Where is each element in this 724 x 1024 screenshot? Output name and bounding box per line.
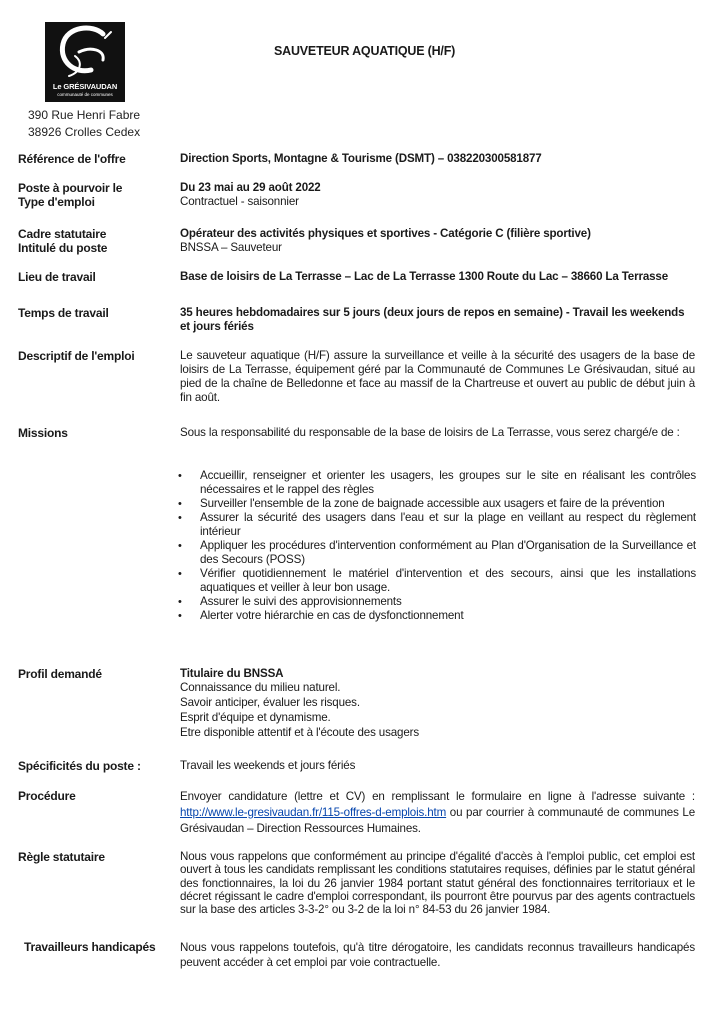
profil-line: Savoir anticiper, évaluer les risques. bbox=[180, 696, 360, 709]
temps-label: Temps de travail bbox=[18, 306, 109, 320]
type-emploi-label: Type d'emploi bbox=[18, 195, 95, 209]
bullet-icon: • bbox=[178, 540, 182, 552]
poste-value: Du 23 mai au 29 août 2022 bbox=[180, 181, 321, 194]
missions-intro: Sous la responsabilité du responsable de la base de loisirs de La Terrasse, vous serez chargé/e de : bbox=[180, 426, 680, 439]
bullet-icon: • bbox=[178, 512, 182, 524]
list-item bbox=[176, 539, 696, 567]
descriptif-value: Le sauveteur aquatique (H/F) assure la surveillance et veille à la sécurité des usagers de la base de loisirs de La Terrasse, équipement géré par la Communauté de Communes Le Grésivaudan, situé au pied de la chaîne de Belledonne et face au massif de la Chartreuse et ouvert au public de début juin à fin août. bbox=[180, 349, 695, 404]
regle-value: Nous vous rappelons que conformément au principe d'égalité d'accès à l'emploi public, cet emploi est ouvert à tous les candidats remplissant les conditions statutaires requises, définies par le statut général des fonctionnaires, la loi du 26 janvier 1984 portant statut général des fonctionnaires territoriaux et le décret régissant le cadre d'emploi correspondant, ils pourront être pourvus par des agents contractuels sur la base des articles 3-3-2° ou 3-2 de la loi n° 84-53 du 26 janvier 1984. bbox=[180, 850, 695, 917]
procedure-label: Procédure bbox=[18, 789, 76, 803]
intitule-value: BNSSA – Sauveteur bbox=[180, 241, 282, 254]
logo-name: Le GRÉSIVAUDAN bbox=[52, 82, 118, 91]
reference-label: Référence de l'offre bbox=[18, 152, 126, 166]
address-city: 38926 Crolles Cedex bbox=[28, 125, 141, 139]
job-offers-link[interactable]: http://www.le-gresivaudan.fr/115-offres-d-emplois.htm bbox=[180, 806, 447, 819]
type-emploi-value: Contractuel - saisonnier bbox=[180, 195, 299, 208]
list-item bbox=[176, 609, 696, 623]
logo-subtitle: communauté de communes bbox=[57, 92, 113, 97]
regle-label: Règle statutaire bbox=[18, 850, 105, 864]
mission-text: Assurer la sécurité des usagers dans l'eau et sur la plage en veillant au respect du règlement intérieur bbox=[200, 511, 696, 538]
list-item bbox=[176, 469, 696, 497]
specificites-value: Travail les weekends et jours fériés bbox=[180, 759, 356, 772]
handicap-label: Travailleurs handicapés bbox=[24, 940, 156, 954]
profil-heading: Titulaire du BNSSA bbox=[180, 667, 284, 680]
mission-text: Assurer le suivi des approvisionnements bbox=[200, 595, 402, 608]
cadre-value: Opérateur des activités physiques et sportives - Catégorie C (filière sportive) bbox=[180, 227, 591, 240]
list-item bbox=[176, 497, 696, 511]
bullet-icon: • bbox=[178, 568, 182, 580]
lieu-value: Base de loisirs de La Terrasse – Lac de La Terrasse 1300 Route du Lac – 38660 La Terrasse bbox=[180, 270, 669, 283]
list-item bbox=[176, 567, 696, 595]
logo bbox=[45, 22, 125, 102]
lieu-label: Lieu de travail bbox=[18, 270, 96, 284]
intitule-label: Intitulé du poste bbox=[18, 241, 108, 255]
reference-value: Direction Sports, Montagne & Tourisme (DSMT) – 038220300581877 bbox=[180, 152, 542, 165]
address bbox=[28, 107, 140, 141]
procedure-text: Envoyer candidature (lettre et CV) en remplissant le formulaire en ligne à l'adresse suivante : bbox=[180, 790, 695, 803]
list-item bbox=[176, 511, 696, 539]
logo-mark-icon bbox=[45, 22, 125, 84]
handicap-value: Nous vous rappelons toutefois, qu'à titre dérogatoire, les candidats reconnus travailleurs handicapés peuvent accéder à cet emploi par voie contractuelle. bbox=[180, 941, 695, 969]
missions-label: Missions bbox=[18, 426, 68, 440]
profil-label: Profil demandé bbox=[18, 667, 102, 681]
descriptif-label: Descriptif de l'emploi bbox=[18, 349, 135, 363]
mission-text: Accueillir, renseigner et orienter les usagers, les groupes sur le site en réalisant les contrôles nécessaires et le rappel des règles bbox=[200, 469, 696, 496]
specificites-label: Spécificités du poste : bbox=[18, 759, 141, 773]
bullet-icon: • bbox=[178, 610, 182, 622]
mission-text: Alerter votre hiérarchie en cas de dysfonctionnement bbox=[200, 609, 464, 622]
procedure-value bbox=[180, 789, 695, 837]
profil-line: Connaissance du milieu naturel. bbox=[180, 681, 341, 694]
address-street: 390 Rue Henri Fabre bbox=[28, 108, 141, 122]
temps-value: 35 heures hebdomadaires sur 5 jours (deux jours de repos en semaine) - Travail les weekends et jours fériés bbox=[180, 306, 685, 333]
cadre-label: Cadre statutaire bbox=[18, 227, 107, 241]
mission-text: Appliquer les procédures d'intervention conformément au Plan d'Organisation de la Surveillance et des Secours (POSS) bbox=[200, 539, 696, 566]
procedure-text-after: ou par courrier à communauté de communes Le Grésivaudan – Direction Ressources Humaines. bbox=[180, 806, 695, 835]
list-item bbox=[176, 595, 696, 609]
bullet-icon: • bbox=[178, 596, 182, 608]
mission-text: Surveiller l'ensemble de la zone de baignade accessible aux usagers et faire de la prévention bbox=[200, 497, 665, 510]
poste-label: Poste à pourvoir le bbox=[18, 181, 123, 195]
bullet-icon: • bbox=[178, 470, 182, 482]
profil-line: Etre disponible attentif et à l'écoute des usagers bbox=[180, 726, 419, 739]
mission-text: Vérifier quotidiennement le matériel d'intervention et des secours, ainsi que les installations aquatiques et veiller à leur bon usage. bbox=[200, 567, 696, 594]
bullet-icon: • bbox=[178, 498, 182, 510]
page-title: SAUVETEUR AQUATIQUE (H/F) bbox=[274, 44, 456, 58]
missions-list bbox=[176, 469, 696, 623]
profil-line: Esprit d'équipe et dynamisme. bbox=[180, 711, 331, 724]
